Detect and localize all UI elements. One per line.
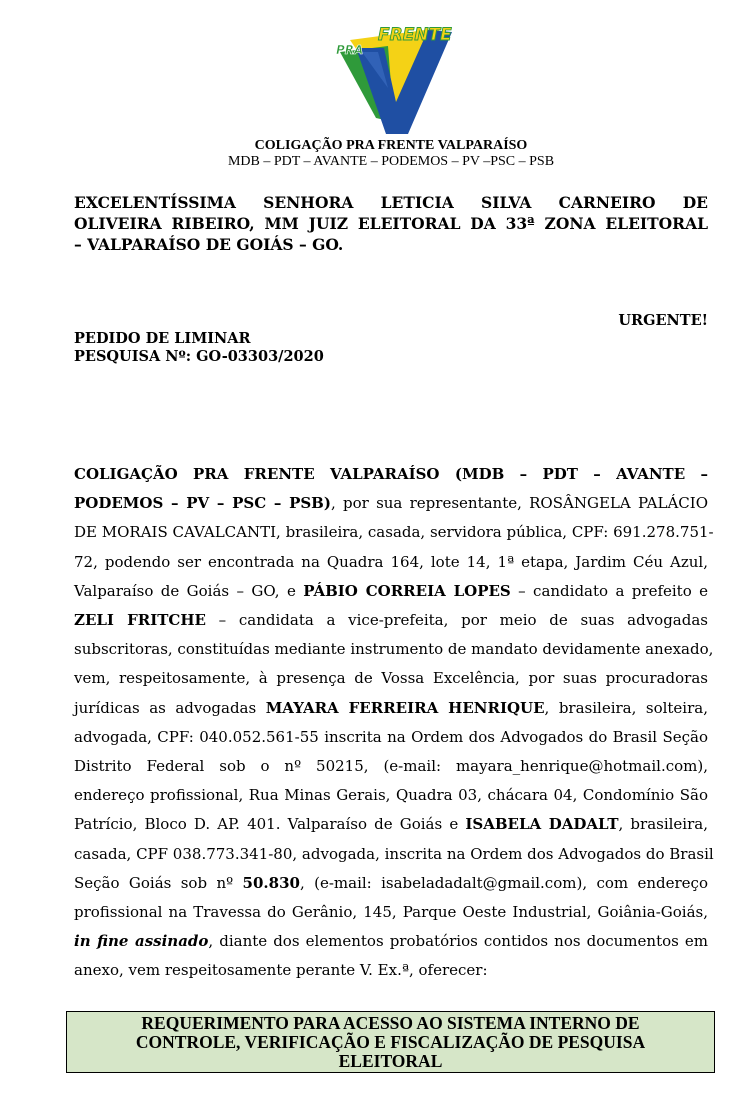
body-text: – candidata a vice-prefeita, por meio de suas advogadas bbox=[205, 611, 708, 630]
body-text: Seção Goiás sob nº bbox=[74, 873, 243, 892]
candidate-name: PÁBIO CORREIA LOPES bbox=[303, 581, 511, 600]
urgent-label: URGENTE! bbox=[618, 312, 708, 329]
body-line: endereço profissional, Rua Minas Gerais, Quadra 03, chácara 04, Condomínio São bbox=[74, 786, 708, 805]
petition-body bbox=[74, 460, 714, 986]
body-line bbox=[74, 927, 708, 956]
logo-pra-text: PRA bbox=[336, 43, 364, 57]
oab-number: 50.830 bbox=[242, 873, 300, 892]
requirement-line: ELEITORAL bbox=[338, 1050, 443, 1071]
body-line: 72, podendo ser encontrada na Quadra 164, lote 14, 1ª etapa, Jardim Céu Azul, bbox=[74, 552, 708, 571]
survey-number: PESQUISA Nº: GO-03303/2020 bbox=[74, 348, 324, 365]
requirement-line: REQUERIMENTO PARA ACESSO AO SISTEMA INTERNO DE bbox=[141, 1012, 640, 1033]
coalition-parties: MDB – PDT – AVANTE – PODEMOS – PV –PSC – PSB bbox=[227, 154, 555, 169]
logo-frente-text: FRENTE bbox=[378, 25, 452, 45]
requirement-title-box bbox=[66, 1011, 715, 1073]
body-line: DE MORAIS CAVALCANTI, brasileira, casada, servidora pública, CPF: 691.278.751- bbox=[74, 523, 714, 542]
body-line bbox=[74, 577, 708, 606]
body-line: advogada, CPF: 040.052.561-55 inscrita na Ordem dos Advogados do Brasil Seção bbox=[74, 727, 708, 746]
requirement-line: CONTROLE, VERIFICAÇÃO E FISCALIZAÇÃO DE PESQUISA bbox=[135, 1031, 646, 1052]
body-line bbox=[74, 810, 708, 839]
body-line bbox=[74, 694, 708, 723]
body-line: casada, CPF 038.773.341-80, advogada, inscrita na Ordem dos Advogados do Brasil bbox=[74, 844, 714, 863]
body-line: anexo, vem respeitosamente perante V. Ex.ª, oferecer: bbox=[74, 961, 488, 980]
body-text: , brasileira, solteira, bbox=[544, 698, 708, 717]
body-line: COLIGAÇÃO PRA FRENTE VALPARAÍSO (MDB – PDT – AVANTE – bbox=[74, 465, 708, 483]
body-line bbox=[74, 489, 708, 518]
request-heading bbox=[74, 330, 324, 366]
lawyer-name: ISABELA DADALT bbox=[465, 815, 619, 834]
body-text: jurídicas as advogadas bbox=[74, 698, 266, 717]
body-text: , brasileira, bbox=[618, 815, 708, 834]
body-text: – candidato a prefeito e bbox=[510, 581, 709, 600]
body-line bbox=[74, 869, 708, 898]
body-line: Distrito Federal sob o nº 50215, (e-mail: mayara_henrique@hotmail.com), bbox=[74, 757, 708, 776]
request-type: PEDIDO DE LIMINAR bbox=[74, 330, 251, 347]
vice-candidate-name: ZELI FRITCHE bbox=[74, 611, 206, 630]
coalition-title: COLIGAÇÃO PRA FRENTE VALPARAÍSO bbox=[254, 138, 528, 153]
body-text: , diante dos elementos probatórios contidos nos documentos em bbox=[208, 932, 708, 951]
body-line: profissional na Travessa do Gerânio, 145, Parque Oeste Industrial, Goiânia-Goiás, bbox=[74, 903, 708, 922]
in-fine-assinado: in fine assinado bbox=[74, 932, 209, 951]
body-line bbox=[74, 606, 708, 635]
body-text: Patrício, Bloco D. AP. 401. Valparaíso de Goiás e bbox=[74, 815, 466, 834]
coalition-logo bbox=[328, 18, 460, 136]
addressee-line: EXCELENTÍSSIMA SENHORA LETICIA SILVA CARNEIRO DE bbox=[74, 193, 708, 212]
parties-bold: PODEMOS – PV – PSC – PSB) bbox=[74, 494, 331, 513]
addressee-line: OLIVEIRA RIBEIRO, MM JUIZ ELEITORAL DA 33ª ZONA ELEITORAL bbox=[74, 214, 708, 233]
body-line: subscritoras, constituídas mediante instrumento de mandato devidamente anexado, bbox=[74, 640, 714, 659]
lawyer-name: MAYARA FERREIRA HENRIQUE bbox=[265, 698, 545, 717]
body-text: , por sua representante, ROSÂNGELA PALÁCIO bbox=[330, 494, 708, 513]
body-line: vem, respeitosamente, à presença de Vossa Excelência, por suas procuradoras bbox=[74, 669, 708, 688]
body-text: Valparaíso de Goiás – GO, e bbox=[74, 581, 304, 600]
body-text: , (e-mail: isabeladadalt@gmail.com), com endereço bbox=[299, 873, 708, 892]
addressee-block bbox=[74, 192, 708, 255]
addressee-line: – VALPARAÍSO DE GOIÁS – GO. bbox=[74, 235, 344, 254]
